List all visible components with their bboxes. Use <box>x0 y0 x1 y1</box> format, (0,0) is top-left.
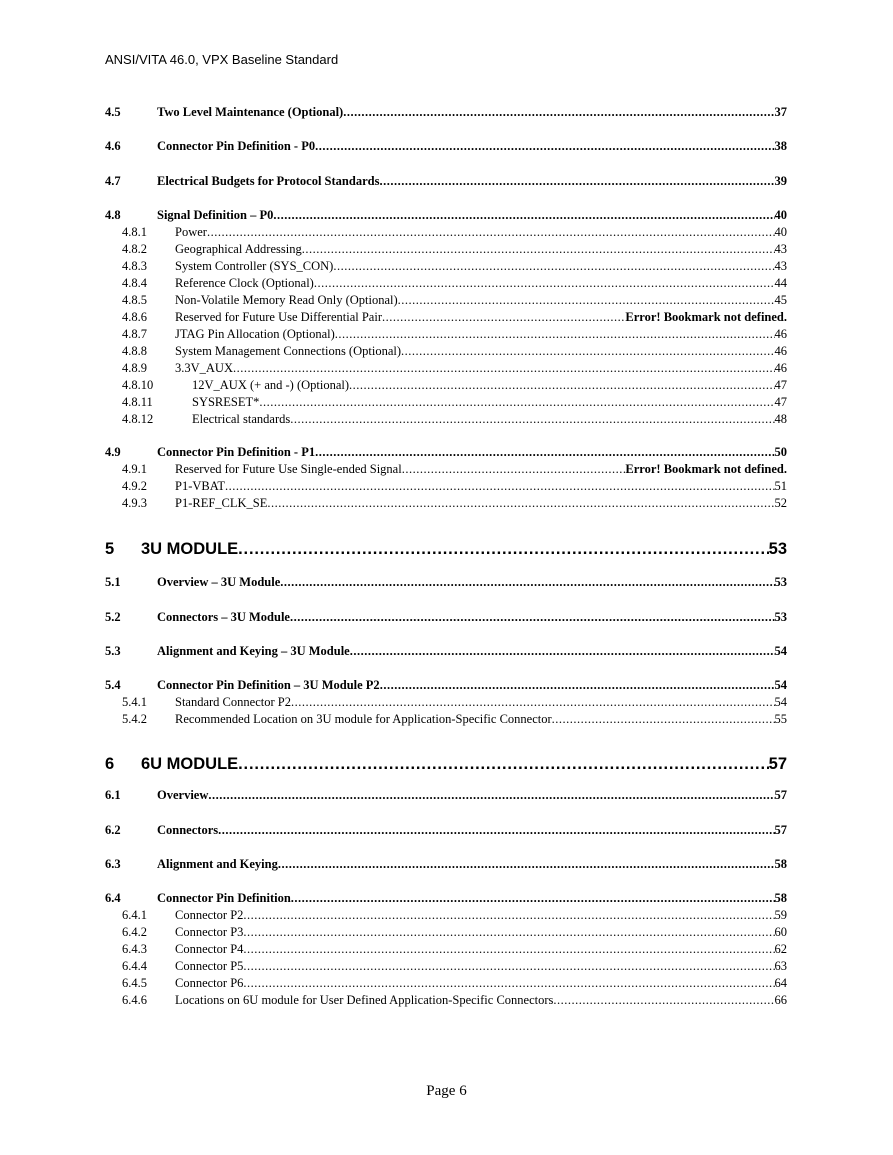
toc-entry-title: Alignment and Keying – 3U Module <box>157 644 350 658</box>
dot-leader <box>290 609 775 626</box>
toc-entry-title: Geographical Addressing <box>175 242 302 256</box>
toc-entry-page: 53 <box>774 610 787 624</box>
toc-entry-page: 58 <box>774 857 787 871</box>
dot-leader <box>243 958 774 975</box>
toc-entry-6-1[interactable] <box>105 787 787 804</box>
toc-entry-4-6[interactable] <box>105 138 787 155</box>
toc-entry-5-4-2[interactable] <box>105 711 787 728</box>
toc-entry-title: 3U MODULE <box>141 540 239 558</box>
document-header: ANSI/VITA 46.0, VPX Baseline Standard <box>105 52 339 67</box>
toc-entry-page: 57 <box>768 755 787 773</box>
toc-entry-number: 5.1 <box>105 575 121 589</box>
toc-entry-number: 4.9.2 <box>122 479 147 493</box>
toc-entry-page: 46 <box>774 361 787 375</box>
toc-entry-title: Signal Definition – P0 <box>157 208 274 222</box>
dot-leader <box>243 924 774 941</box>
dot-leader <box>343 104 774 121</box>
toc-entry-number: 4.8.1 <box>122 225 147 239</box>
toc-entry-number: 4.8.7 <box>122 327 147 341</box>
toc-entry-4-9-1[interactable] <box>105 461 787 478</box>
toc-entry-title: Connectors – 3U Module <box>157 610 290 624</box>
toc-entry-6-4-3[interactable] <box>105 941 787 958</box>
toc-entry-title: Connectors <box>157 823 219 837</box>
bookmark-error-text: Error! Bookmark not defined. <box>625 462 787 476</box>
toc-entry-page: 54 <box>774 695 787 709</box>
toc-entry-6-4[interactable] <box>105 890 787 907</box>
toc-entry-title: Reserved for Future Use Differential Pair <box>175 310 382 324</box>
toc-entry-title: Overview – 3U Module <box>157 575 281 589</box>
toc-entry-number: 6.3 <box>105 857 121 871</box>
toc-entry-5-4-1[interactable] <box>105 694 787 711</box>
toc-entry-number: 6.1 <box>105 788 121 802</box>
toc-entry-page: 64 <box>774 976 787 990</box>
dot-leader <box>238 538 768 560</box>
dot-leader <box>273 207 774 224</box>
toc-entry-4-7[interactable] <box>105 173 787 190</box>
dot-leader <box>315 138 774 155</box>
dot-leader <box>552 711 775 728</box>
toc-entry-4-9[interactable] <box>105 444 787 461</box>
toc-entry-title: Electrical standards <box>192 412 291 426</box>
toc-entry-4-8-10[interactable] <box>105 377 787 394</box>
dot-leader <box>225 478 774 495</box>
toc-entry-number: 4.8 <box>105 208 121 222</box>
toc-entry-page: 57 <box>774 823 787 837</box>
toc-entry-number: 4.8.11 <box>122 395 153 409</box>
toc-entry-number: 5.4.1 <box>122 695 147 709</box>
toc-entry-4-8-8[interactable] <box>105 343 787 360</box>
toc-entry-page: 37 <box>774 105 787 119</box>
toc-entry-title: Recommended Location on 3U module for Application-Specific Connector <box>175 712 552 726</box>
toc-entry-number: 6.4 <box>105 891 121 905</box>
toc-entry-title: SYSRESET* <box>192 395 260 409</box>
toc-entry-title: P1-REF_CLK_SE <box>175 496 268 510</box>
toc-entry-number: 4.8.5 <box>122 293 147 307</box>
toc-entry-title: Alignment and Keying <box>157 857 278 871</box>
toc-entry-4-8-1[interactable] <box>105 224 787 241</box>
dot-leader <box>243 907 774 924</box>
toc-entry-number: 6.4.6 <box>122 993 147 1007</box>
dot-leader <box>382 309 625 326</box>
toc-entry-page: 50 <box>774 445 787 459</box>
toc-entry-page: 66 <box>774 993 787 1007</box>
toc-entry-4-8-5[interactable] <box>105 292 787 309</box>
toc-entry-page: 40 <box>774 225 787 239</box>
dot-leader <box>314 275 775 292</box>
toc-entry-number: 4.9 <box>105 445 121 459</box>
toc-entry-4-8-9[interactable] <box>105 360 787 377</box>
toc-entry-title: Connector P6 <box>175 976 244 990</box>
toc-entry-title: Reserved for Future Use Single-ended Signal <box>175 462 402 476</box>
toc-entry-title: Power <box>175 225 207 239</box>
dot-leader <box>243 975 774 992</box>
toc-entry-4-8-6[interactable] <box>105 309 787 326</box>
dot-leader <box>553 992 774 1009</box>
toc-entry-title: Locations on 6U module for User Defined Application-Specific Connectors <box>175 993 554 1007</box>
toc-entry-4-8-7[interactable] <box>105 326 787 343</box>
toc-entry-4-5[interactable] <box>105 104 787 121</box>
toc-entry-page: 39 <box>774 174 787 188</box>
toc-entry-6[interactable] <box>105 753 787 775</box>
toc-entry-title: System Controller (SYS_CON) <box>175 259 334 273</box>
toc-entry-page: 55 <box>774 712 787 726</box>
toc-entry-4-8-11[interactable] <box>105 394 787 411</box>
toc-entry-number: 4.8.8 <box>122 344 147 358</box>
toc-entry-4-8-12[interactable] <box>105 411 787 428</box>
dot-leader <box>259 394 774 411</box>
toc-entry-number: 4.5 <box>105 105 121 119</box>
toc-entry-number: 6.2 <box>105 823 121 837</box>
toc-entry-6-3[interactable] <box>105 856 787 873</box>
dot-leader <box>243 941 774 958</box>
toc-entry-page: 53 <box>768 540 787 558</box>
toc-entry-number: 4.8.4 <box>122 276 147 290</box>
dot-leader <box>402 461 626 478</box>
toc-entry-number: 4.8.12 <box>122 412 154 426</box>
dot-leader <box>302 241 775 258</box>
toc-entry-page: 51 <box>774 479 787 493</box>
dot-leader <box>291 890 775 907</box>
dot-leader <box>267 495 774 512</box>
page-number-footer: Page 6 <box>426 1083 467 1099</box>
toc-entry-title: Overview <box>157 788 209 802</box>
toc-entry-page: 52 <box>774 496 787 510</box>
toc-entry-number: 4.9.3 <box>122 496 147 510</box>
toc-entry-title: Connector P4 <box>175 942 244 956</box>
toc-entry-title: Connector P2 <box>175 908 244 922</box>
toc-entry-page: 54 <box>774 678 787 692</box>
toc-entry-page: 47 <box>774 395 787 409</box>
dot-leader <box>280 574 774 591</box>
toc-entry-page: 59 <box>774 908 787 922</box>
toc-entry-title: Connector Pin Definition - P1 <box>157 445 316 459</box>
toc-entry-title: Standard Connector P2 <box>175 695 291 709</box>
table-of-contents <box>105 104 787 1009</box>
dot-leader <box>335 326 775 343</box>
toc-entry-page: 44 <box>774 276 787 290</box>
toc-entry-number: 4.8.6 <box>122 310 147 324</box>
dot-leader <box>379 173 774 190</box>
toc-entry-page: 57 <box>774 788 787 802</box>
toc-entry-title: Reference Clock (Optional) <box>175 276 314 290</box>
toc-entry-title: Connector P5 <box>175 959 244 973</box>
toc-entry-number: 5.2 <box>105 610 121 624</box>
toc-entry-4-8-4[interactable] <box>105 275 787 292</box>
dot-leader <box>333 258 774 275</box>
toc-entry-5-1[interactable] <box>105 574 787 591</box>
toc-entry-number: 6.4.5 <box>122 976 147 990</box>
dot-leader <box>398 292 775 309</box>
dot-leader <box>207 224 775 241</box>
toc-entry-title: P1-VBAT <box>175 479 226 493</box>
toc-entry-page: 45 <box>774 293 787 307</box>
toc-entry-number: 6.4.1 <box>122 908 147 922</box>
dot-leader <box>349 377 774 394</box>
dot-leader <box>401 343 774 360</box>
dot-leader <box>291 694 775 711</box>
toc-entry-title: 12V_AUX (+ and -) (Optional) <box>192 378 350 392</box>
toc-entry-title: Connector Pin Definition - P0 <box>157 139 316 153</box>
toc-entry-6-4-1[interactable] <box>105 907 787 924</box>
toc-entry-number: 5.4 <box>105 678 121 692</box>
toc-entry-number: 4.8.3 <box>122 259 147 273</box>
toc-entry-title: Non-Volatile Memory Read Only (Optional) <box>175 293 398 307</box>
toc-entry-number: 5 <box>105 540 115 558</box>
toc-entry-6-4-6[interactable] <box>105 992 787 1009</box>
toc-entry-page: 46 <box>774 327 787 341</box>
dot-leader <box>290 411 774 428</box>
dot-leader <box>380 677 775 694</box>
toc-entry-6-4-2[interactable] <box>105 924 787 941</box>
toc-entry-4-8-3[interactable] <box>105 258 787 275</box>
toc-entry-title: System Management Connections (Optional) <box>175 344 402 358</box>
toc-entry-page: 63 <box>774 959 787 973</box>
toc-entry-page: 58 <box>774 891 787 905</box>
dot-leader <box>233 360 775 377</box>
toc-entry-title: Two Level Maintenance (Optional) <box>157 105 344 119</box>
bookmark-error-text: Error! Bookmark not defined. <box>625 310 787 324</box>
toc-entry-4-9-2[interactable] <box>105 478 787 495</box>
toc-entry-number: 6 <box>105 755 115 773</box>
toc-entry-number: 4.7 <box>105 174 121 188</box>
toc-entry-title: Connector Pin Definition – 3U Module P2 <box>157 678 380 692</box>
toc-entry-page: 43 <box>774 242 787 256</box>
toc-entry-number: 6.4.4 <box>122 959 147 973</box>
toc-entry-5-4[interactable] <box>105 677 787 694</box>
toc-entry-page: 53 <box>774 575 787 589</box>
toc-entry-6-2[interactable] <box>105 822 787 839</box>
toc-entry-4-9-3[interactable] <box>105 495 787 512</box>
toc-entry-page: 54 <box>774 644 787 658</box>
toc-entry-page: 47 <box>774 378 787 392</box>
toc-entry-number: 4.6 <box>105 139 121 153</box>
toc-entry-page: 60 <box>774 925 787 939</box>
toc-entry-page: 43 <box>774 259 787 273</box>
toc-entry-page: 48 <box>774 412 787 426</box>
toc-entry-title: Connector Pin Definition <box>157 891 291 905</box>
toc-entry-number: 4.9.1 <box>122 462 147 476</box>
toc-entry-number: 6.4.3 <box>122 942 147 956</box>
toc-entry-title: Connector P3 <box>175 925 244 939</box>
toc-entry-number: 4.8.9 <box>122 361 147 375</box>
toc-entry-5[interactable] <box>105 538 787 560</box>
toc-entry-number: 5.4.2 <box>122 712 147 726</box>
toc-entry-page: 62 <box>774 942 787 956</box>
toc-entry-page: 40 <box>774 208 787 222</box>
dot-leader <box>278 856 775 873</box>
toc-entry-title: 3.3V_AUX <box>175 361 233 375</box>
toc-entry-4-8-2[interactable] <box>105 241 787 258</box>
toc-entry-page: 38 <box>774 139 787 153</box>
toc-entry-number: 5.3 <box>105 644 121 658</box>
toc-entry-number: 6.4.2 <box>122 925 147 939</box>
toc-entry-4-8[interactable] <box>105 207 787 224</box>
toc-entry-5-3[interactable] <box>105 643 787 660</box>
toc-entry-5-2[interactable] <box>105 609 787 626</box>
dot-leader <box>218 822 774 839</box>
toc-entry-number: 4.8.10 <box>122 378 154 392</box>
toc-entry-number: 4.8.2 <box>122 242 147 256</box>
dot-leader <box>350 643 775 660</box>
toc-entry-6-4-5[interactable] <box>105 975 787 992</box>
toc-entry-6-4-4[interactable] <box>105 958 787 975</box>
toc-entry-title: Electrical Budgets for Protocol Standards <box>157 174 380 188</box>
toc-entry-title: 6U MODULE <box>141 755 239 773</box>
dot-leader <box>238 753 768 775</box>
dot-leader <box>208 787 774 804</box>
toc-entry-page: 46 <box>774 344 787 358</box>
toc-entry-title: JTAG Pin Allocation (Optional) <box>175 327 335 341</box>
dot-leader <box>315 444 774 461</box>
